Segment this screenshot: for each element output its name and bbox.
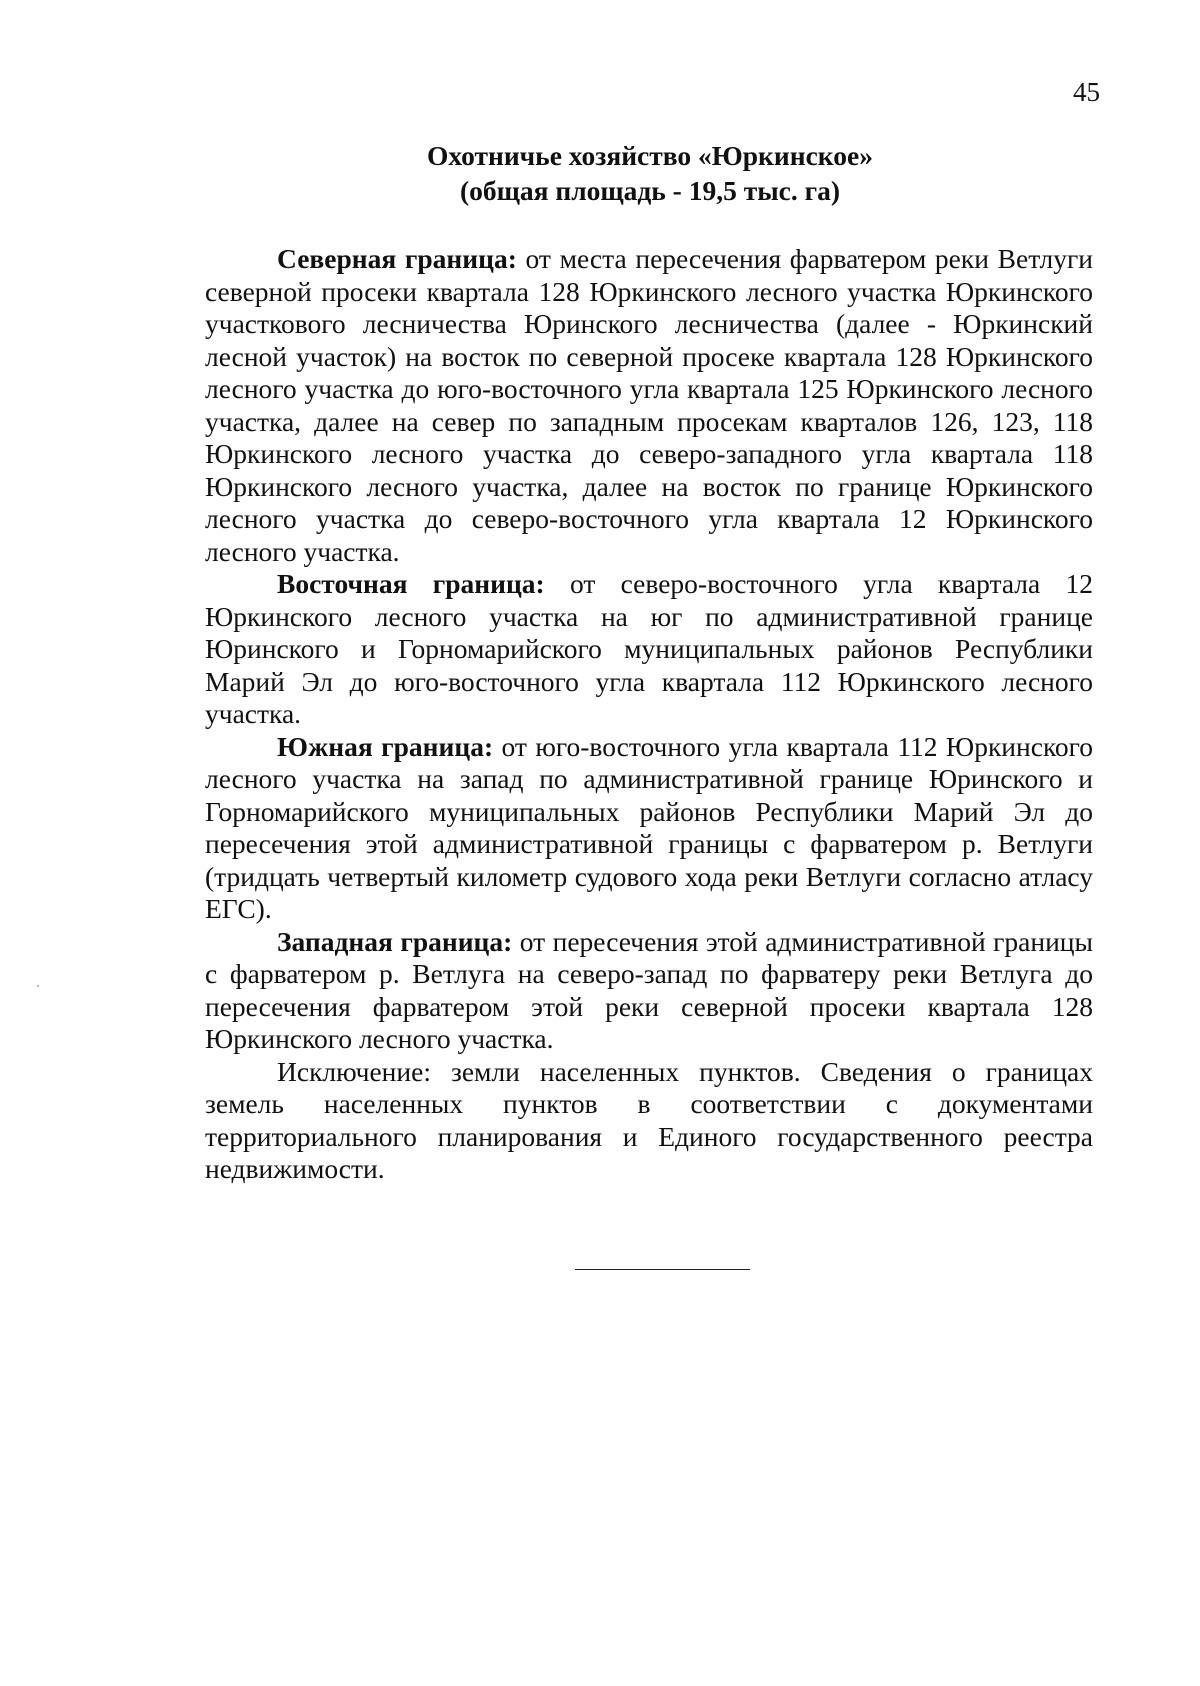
east-boundary-heading: Восточная граница:	[277, 568, 545, 599]
paragraph-north-boundary	[205, 243, 1093, 568]
paragraph-east-boundary	[205, 568, 1093, 731]
page-number: 45	[1073, 77, 1100, 107]
end-of-document-rule	[575, 1269, 750, 1270]
west-boundary-text: от пересечения этой административной границы с фарватером р. Ветлуга на северо-запад по фарватеру реки Ветлуга до пересечения фарватером этой реки северной просеки квартала 128 Юркинского лесного участка.	[205, 925, 1093, 1054]
west-boundary-heading: Западная граница:	[277, 925, 513, 957]
north-boundary-heading: Северная граница:	[277, 243, 517, 274]
paragraph-exception: Исключение: земли населенных пунктов. Сведения о границах земель населенных пунктов в соответствии с документами территориального планирования и Единого государственного реестра недвижимости.	[205, 1055, 1093, 1184]
document-body	[205, 243, 1093, 1186]
north-boundary-text: от места пересечения фарватером реки Ветлуги северной просеки квартала 128 Юркинского лесного участка Юркинского участкового лесничества Юринского лесничества (далее - Юркинский лесной участок) на восток по северной просеке квартала 128 Юркинского лесного участка до юго-восточного угла квартала 125 Юркинского лесного участка, далее на север по западным просекам кварталов 126, 123, 118 Юркинского лесного участка до северо-западного угла квартала 118 Юркинского лесного участка, далее на восток по границе Юркинского лесного участка до северо-восточного угла квартала 12 Юркинского лесного участка.	[205, 243, 1093, 567]
south-boundary-text: от юго-восточного угла квартала 112 Юркинского лесного участка на запад по административной границе Юринского и Горномарийского муниципальных районов Республики Марий Эл до пересечения этой административной границы с фарватером р. Ветлуги (тридцать четвертый километр судового хода реки Ветлуги согласно атласу ЕГС).	[205, 730, 1093, 924]
east-boundary-text: от северо-восточного угла квартала 12 Юркинского лесного участка на юг по административной границе Юринского и Горномарийского муниципальных районов Республики Марий Эл до юго-восточного угла квартала 112 Юркинского лесного участка.	[205, 568, 1093, 729]
title-line-2: (общая площадь - 19,5 тыс. га)	[459, 175, 841, 206]
paragraph-south-boundary	[205, 731, 1093, 926]
document-title	[205, 138, 1095, 208]
south-boundary-heading: Южная граница:	[277, 730, 494, 762]
paragraph-west-boundary	[205, 926, 1093, 1056]
scan-artifact	[37, 985, 39, 987]
title-line-1: Охотничье хозяйство «Юркинское»	[427, 140, 873, 171]
